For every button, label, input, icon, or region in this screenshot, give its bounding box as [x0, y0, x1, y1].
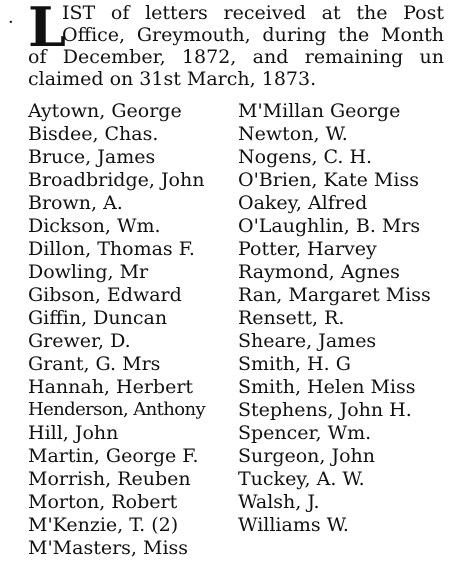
list-item: Morrish, Reuben: [28, 468, 191, 490]
list-item: O'Brien, Kate Miss: [238, 169, 419, 191]
list-item: Hill, John: [28, 422, 119, 444]
list-item: Giffin, Duncan: [28, 307, 168, 329]
list-item: Gibson, Edward: [28, 284, 182, 306]
list-item: Stephens, John H.: [238, 399, 412, 421]
heading-line-4: claimed on 31st March, 1873.: [28, 68, 317, 90]
list-item: Sheare, James: [238, 330, 377, 352]
list-item: Smith, H. G: [238, 353, 351, 375]
list-item: Brown, A.: [28, 192, 123, 214]
heading-line-1: IST of letters received at the Post: [62, 2, 444, 24]
list-item: Surgeon, John: [238, 445, 376, 467]
list-item: Potter, Harvey: [238, 238, 377, 260]
list-item: Dillon, Thomas F.: [28, 238, 195, 260]
list-item: Dickson, Wm.: [28, 215, 161, 237]
list-item: Bisdee, Chas.: [28, 123, 159, 145]
list-item: Bruce, James: [28, 146, 156, 168]
list-item: Dowling, Mr: [28, 261, 149, 283]
list-item: Spencer, Wm.: [238, 422, 372, 444]
list-item: Grewer, D.: [28, 330, 131, 352]
list-item: Walsh, J.: [238, 491, 320, 513]
list-item: Nogens, C. H.: [238, 146, 373, 168]
list-item: Tuckey, A. W.: [238, 468, 365, 490]
list-item: Newton, W.: [238, 123, 348, 145]
list-item: Aytown, George: [28, 100, 182, 122]
list-item: Oakey, Alfred: [238, 192, 368, 214]
list-item: Grant, G. Mrs: [28, 353, 161, 375]
list-item: Smith, Helen Miss: [238, 376, 416, 398]
list-item: Raymond, Agnes: [238, 261, 400, 283]
drop-cap: L: [28, 0, 66, 59]
heading-line-3: of December, 1872, and remaining un: [28, 46, 444, 68]
list-item: Rensett, R.: [238, 307, 345, 329]
list-item: M'Millan George: [238, 100, 401, 122]
list-item: O'Laughlin, B. Mrs: [238, 215, 421, 237]
list-item: M'Kenzie, T. (2): [28, 514, 179, 536]
heading-line-2: Office, Greymouth, during the Month: [62, 24, 444, 46]
list-item: Ran, Margaret Miss: [238, 284, 431, 306]
list-item: Henderson, Anthony: [28, 399, 206, 420]
list-item: Martin, George F.: [28, 445, 199, 467]
margin-dot: ·: [8, 12, 14, 33]
list-item: Broadbridge, John: [28, 169, 205, 191]
list-item: M'Masters, Miss: [28, 537, 189, 559]
list-item: Hannah, Herbert: [28, 376, 194, 398]
list-item: Morton, Robert: [28, 491, 178, 513]
list-item: Williams W.: [238, 514, 349, 536]
